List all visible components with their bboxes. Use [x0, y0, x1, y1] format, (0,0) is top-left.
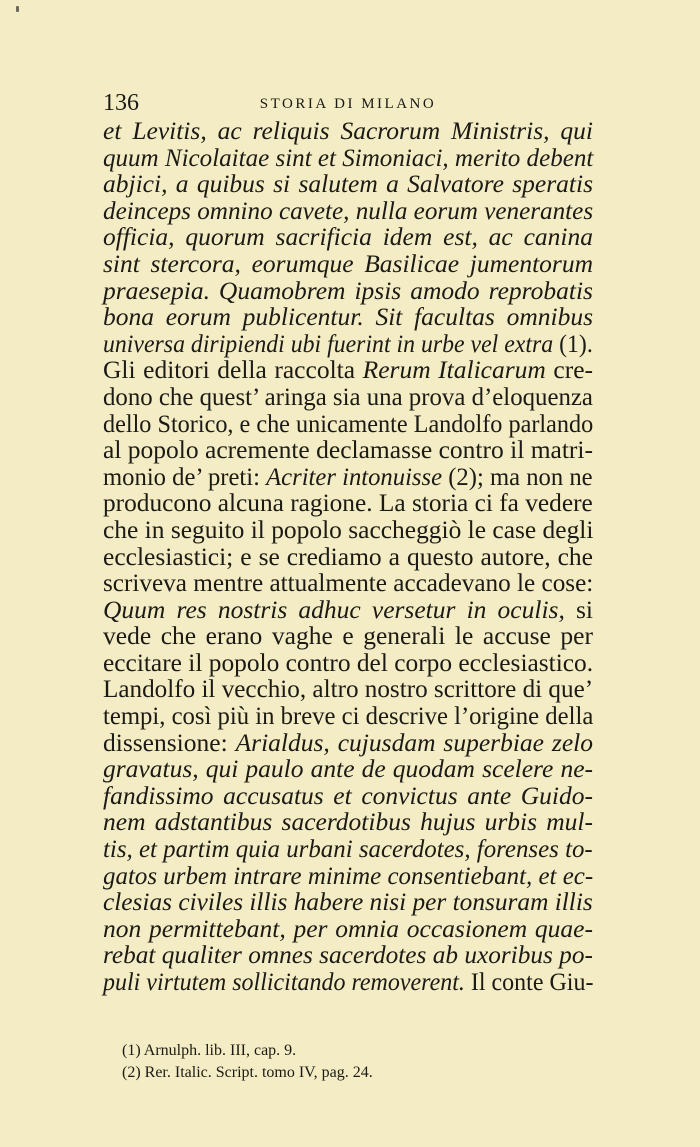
roman-text: eccitare il popolo contro del corpo ecclesiastico.	[103, 647, 594, 677]
running-title: STORIA DI MILANO	[259, 96, 437, 112]
text-line	[103, 224, 593, 251]
italic-text: clesias civiles illis habere nisi per tonsuram illis	[103, 887, 593, 917]
italic-text: Quum res nostris adhuc versetur in oculis,	[103, 594, 565, 624]
footnotes	[122, 1040, 582, 1084]
page-number: 136	[103, 90, 139, 116]
italic-text: quum Nicolaitae sint et Simoniaci, merito debent	[103, 142, 594, 172]
text-line	[103, 195, 594, 225]
text-line	[103, 437, 593, 464]
italic-text: abjici, a quibus si salutem a Salvatore speratis	[103, 169, 593, 199]
italic-text: fandissimo accusatus et convictus ante Guido-	[103, 780, 593, 810]
roman-text: dono che quest’ aringa sia una prova d’eloquenza	[103, 381, 593, 411]
italic-text: Acriter intonuisse	[266, 461, 443, 491]
text-line	[103, 647, 594, 677]
text-line	[103, 381, 593, 411]
italic-text: et Levitis, ac reliquis Sacrorum Ministris, qui	[103, 116, 593, 145]
text-line	[103, 408, 594, 438]
page-mark	[16, 6, 19, 12]
text-line	[103, 171, 593, 198]
roman-text: (2); ma non ne	[442, 461, 593, 491]
italic-text: praesepia. Quamobrem ipsis amodo reprobatis	[103, 275, 593, 305]
roman-text: Gli editori della raccolta	[103, 355, 363, 385]
italic-text: gravatus, qui paulo ante de quodam scelere ne-	[103, 754, 593, 784]
text-line	[103, 304, 593, 331]
text-line	[103, 142, 594, 172]
italic-text: sint stercora, eorumque Basilicae jumentorum	[103, 248, 593, 278]
roman-text: Landolfo il vecchio, altro nostro scrittore di que’	[103, 674, 594, 704]
text-line	[103, 275, 593, 305]
italic-text: bona eorum publicentur. Sit facultas omnibus	[103, 302, 593, 332]
text-line	[103, 727, 593, 757]
italic-text: Rerum Italicarum	[362, 355, 546, 385]
roman-text: (1).	[553, 328, 593, 358]
text-line	[103, 674, 594, 704]
text-line	[103, 623, 593, 650]
text-line	[103, 514, 594, 544]
roman-text: ecclesiastici; e se crediamo a questo autore, che	[103, 541, 593, 571]
text-line	[103, 248, 593, 278]
footnote-2: (2) Rer. Italic. Script. tomo IV, pag. 24.	[122, 1064, 373, 1081]
text-line	[103, 860, 594, 890]
italic-text: rebat qualiter omnes sacerdotes ab uxoribus po-	[103, 940, 593, 970]
italic-text: Arialdus, cujusdam superbiae zelo	[235, 727, 593, 757]
roman-text: dissensione:	[103, 727, 236, 757]
body-text	[103, 118, 593, 996]
text-line	[103, 834, 593, 864]
roman-text: Il conte Giu-	[464, 967, 594, 996]
italic-text: universa diripiendi ubi fuerint in urbe vel extra	[103, 328, 554, 358]
text-line	[103, 940, 593, 970]
italic-text: gatos urbem intrare minime consentiebant, et ec-	[103, 860, 594, 890]
text-line	[103, 701, 594, 731]
italic-text: nem adstantibus sacerdotibus hujus urbis mul-	[103, 807, 593, 837]
roman-text: scriveva mentre attualmente accadevano le cose:	[103, 568, 594, 598]
italic-text: officia, quorum sacrificia idem est, ac canina	[103, 222, 593, 252]
text-line	[103, 913, 593, 943]
text-line	[103, 488, 593, 518]
roman-text: tempi, così più in breve ci descrive l’origine della	[103, 701, 594, 731]
text-line	[103, 328, 593, 358]
italic-text: non permittebant, per omnia occasionem quae-	[103, 913, 593, 943]
text-line	[103, 756, 593, 783]
roman-text: producono alcuna ragione. La storia ci fa vedere	[103, 488, 593, 518]
roman-text: che in seguito il popolo saccheggiò le case degli	[103, 514, 594, 544]
roman-text: si	[564, 594, 593, 624]
text-line	[103, 568, 594, 598]
text-line	[103, 357, 593, 384]
footnote-1: (1) Arnulph. lib. III, cap. 9.	[122, 1042, 297, 1059]
text-line	[103, 118, 593, 145]
text-line	[103, 967, 594, 996]
text-line	[103, 594, 593, 624]
text-line	[103, 461, 593, 491]
roman-text: vede che erano vaghe e generali le accuse per	[103, 621, 593, 651]
italic-text: tis, et partim quia urbani sacerdotes, forenses to-	[103, 834, 593, 864]
roman-text: cre-	[545, 355, 594, 385]
roman-text: monio de’ preti:	[103, 461, 267, 491]
text-line	[103, 887, 593, 917]
text-line	[103, 809, 593, 836]
roman-text: al popolo acremente declamasse contro il matri-	[103, 435, 593, 465]
italic-text: deinceps omnino cavete, nulla eorum venerantes	[103, 195, 594, 225]
italic-text: puli virtutem sollicitando removerent.	[103, 967, 465, 996]
roman-text: dello Storico, e che unicamente Landolfo parlando	[103, 408, 594, 438]
text-line	[103, 780, 593, 810]
text-line	[103, 541, 593, 571]
